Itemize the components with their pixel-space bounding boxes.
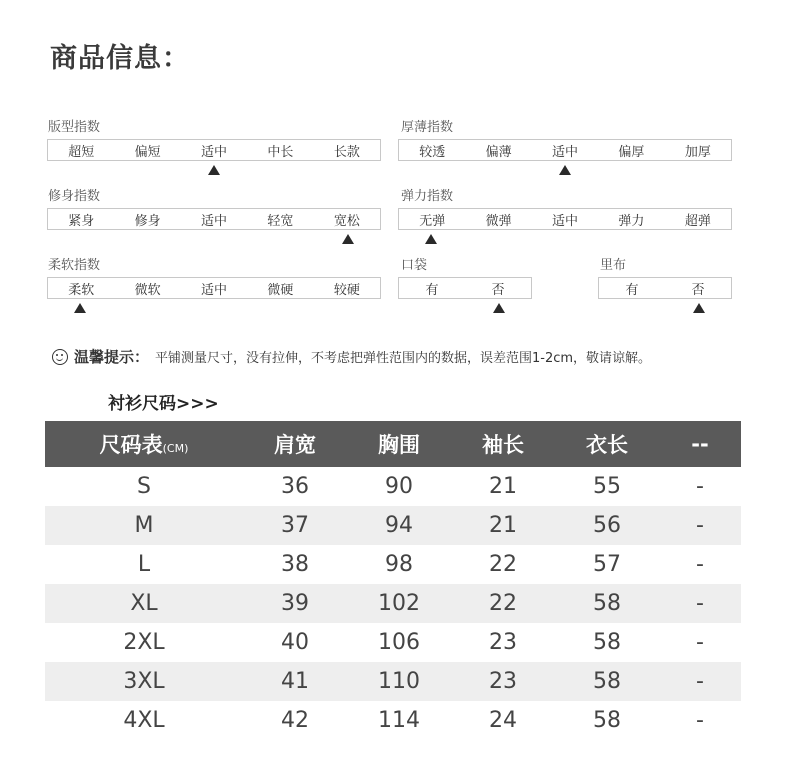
table-cell: 2XL bbox=[123, 630, 165, 655]
selected-marker-icon bbox=[342, 234, 354, 244]
table-row bbox=[45, 623, 741, 662]
table-cell: - bbox=[696, 708, 704, 733]
selected-marker-icon bbox=[208, 165, 220, 175]
tip-title: 温馨提示： bbox=[74, 348, 150, 366]
header-extra: -- bbox=[691, 432, 709, 456]
index-scale bbox=[47, 277, 381, 299]
table-cell: S bbox=[137, 474, 151, 499]
header-chest: 胸围 bbox=[378, 433, 420, 457]
selected-marker-icon bbox=[493, 303, 505, 313]
page-title: 商品信息： bbox=[50, 43, 190, 74]
table-cell: 40 bbox=[281, 630, 309, 655]
index-scale bbox=[398, 139, 732, 161]
table-cell: 37 bbox=[281, 513, 309, 538]
index-option: 适中 bbox=[201, 213, 228, 229]
index-option: 较硬 bbox=[333, 282, 360, 298]
index-label: 版型指数 bbox=[48, 120, 101, 135]
table-cell: 22 bbox=[489, 591, 517, 616]
index-option: 无弹 bbox=[419, 213, 446, 229]
selected-marker-icon bbox=[74, 303, 86, 313]
index-option: 适中 bbox=[552, 213, 579, 229]
index-label: 弹力指数 bbox=[401, 189, 454, 204]
index-option: 适中 bbox=[201, 282, 228, 298]
index-scale bbox=[47, 139, 381, 161]
index-option: 适中 bbox=[552, 144, 579, 160]
index-option: 有 bbox=[425, 282, 439, 298]
index-option: 微硬 bbox=[267, 282, 294, 298]
table-row bbox=[45, 545, 741, 584]
index-option: 微弹 bbox=[485, 213, 512, 229]
table-cell: - bbox=[696, 630, 704, 655]
table-cell: 58 bbox=[593, 669, 621, 694]
index-option: 否 bbox=[691, 282, 705, 298]
table-cell: 58 bbox=[593, 708, 621, 733]
table-cell: 21 bbox=[489, 513, 517, 538]
table-cell: - bbox=[696, 552, 704, 577]
index-option: 偏薄 bbox=[485, 144, 512, 160]
index-label: 口袋 bbox=[401, 258, 428, 273]
index-scale bbox=[598, 277, 732, 299]
selected-marker-icon bbox=[559, 165, 571, 175]
table-cell: M bbox=[134, 513, 154, 538]
index-option: 微软 bbox=[134, 282, 161, 298]
table-row bbox=[45, 467, 741, 506]
index-option: 超弹 bbox=[684, 213, 711, 229]
table-cell: 22 bbox=[489, 552, 517, 577]
table-cell: 56 bbox=[593, 513, 621, 538]
index-option: 宽松 bbox=[333, 213, 360, 229]
index-scale bbox=[47, 208, 381, 230]
index-scale bbox=[398, 208, 732, 230]
index-option: 加厚 bbox=[684, 144, 711, 160]
table-cell: - bbox=[696, 513, 704, 538]
table-cell: - bbox=[696, 591, 704, 616]
table-cell: 23 bbox=[489, 669, 517, 694]
table-cell: 106 bbox=[378, 630, 420, 655]
table-cell: 114 bbox=[378, 708, 420, 733]
index-option: 偏短 bbox=[134, 144, 161, 160]
table-cell: 23 bbox=[489, 630, 517, 655]
smile-icon bbox=[52, 349, 68, 365]
index-option: 柔软 bbox=[68, 282, 95, 298]
index-label: 修身指数 bbox=[48, 189, 101, 204]
index-option: 长款 bbox=[333, 144, 360, 160]
table-cell: 24 bbox=[489, 708, 517, 733]
table-cell: 42 bbox=[281, 708, 309, 733]
table-header bbox=[45, 421, 741, 467]
tip bbox=[52, 346, 651, 367]
table-cell: 41 bbox=[281, 669, 309, 694]
table-row bbox=[45, 506, 741, 545]
table-cell: 102 bbox=[378, 591, 420, 616]
table-cell: 3XL bbox=[123, 669, 165, 694]
table-cell: 55 bbox=[593, 474, 621, 499]
header-length: 衣长 bbox=[586, 433, 628, 457]
table-cell: 36 bbox=[281, 474, 309, 499]
index-label: 里布 bbox=[600, 258, 627, 273]
index-option: 偏厚 bbox=[618, 144, 645, 160]
index-option: 有 bbox=[625, 282, 639, 298]
table-row bbox=[45, 584, 741, 623]
table-row bbox=[45, 662, 741, 701]
header-size: 尺码表(CM) bbox=[99, 433, 189, 457]
header-sleeve: 袖长 bbox=[482, 433, 524, 457]
index-scale bbox=[398, 277, 532, 299]
index-label: 厚薄指数 bbox=[401, 120, 454, 135]
table-cell: 39 bbox=[281, 591, 309, 616]
table-cell: 90 bbox=[385, 474, 413, 499]
index-option: 超短 bbox=[68, 144, 95, 160]
index-option: 紧身 bbox=[68, 213, 95, 229]
table-cell: - bbox=[696, 669, 704, 694]
index-option: 适中 bbox=[201, 144, 228, 160]
table-cell: 38 bbox=[281, 552, 309, 577]
table-cell: 110 bbox=[378, 669, 420, 694]
selected-marker-icon bbox=[693, 303, 705, 313]
table-cell: L bbox=[137, 552, 151, 577]
index-option: 较透 bbox=[419, 144, 446, 160]
index-option: 轻宽 bbox=[267, 213, 294, 229]
table-cell: 94 bbox=[385, 513, 413, 538]
table-cell: 98 bbox=[385, 552, 413, 577]
index-option: 弹力 bbox=[618, 213, 645, 229]
table-cell: XL bbox=[130, 591, 158, 616]
table-cell: 58 bbox=[593, 591, 621, 616]
section-subtitle: 衬衫尺码>>> bbox=[108, 394, 219, 414]
table-cell: 58 bbox=[593, 630, 621, 655]
index-label: 柔软指数 bbox=[48, 258, 101, 273]
header-shoulder: 肩宽 bbox=[274, 433, 316, 457]
table-cell: 4XL bbox=[123, 708, 165, 733]
table-cell: 57 bbox=[593, 552, 621, 577]
index-option: 中长 bbox=[267, 144, 294, 160]
table-cell: 21 bbox=[489, 474, 517, 499]
tip-text: 平铺测量尺寸，没有拉伸，不考虑把弹性范围内的数据，误差范围1-2cm，敬请谅解。 bbox=[155, 351, 652, 366]
selected-marker-icon bbox=[425, 234, 437, 244]
table-cell: - bbox=[696, 474, 704, 499]
size-table bbox=[45, 421, 741, 740]
index-option: 修身 bbox=[134, 213, 161, 229]
index-option: 否 bbox=[491, 282, 505, 298]
table-row bbox=[45, 701, 741, 740]
